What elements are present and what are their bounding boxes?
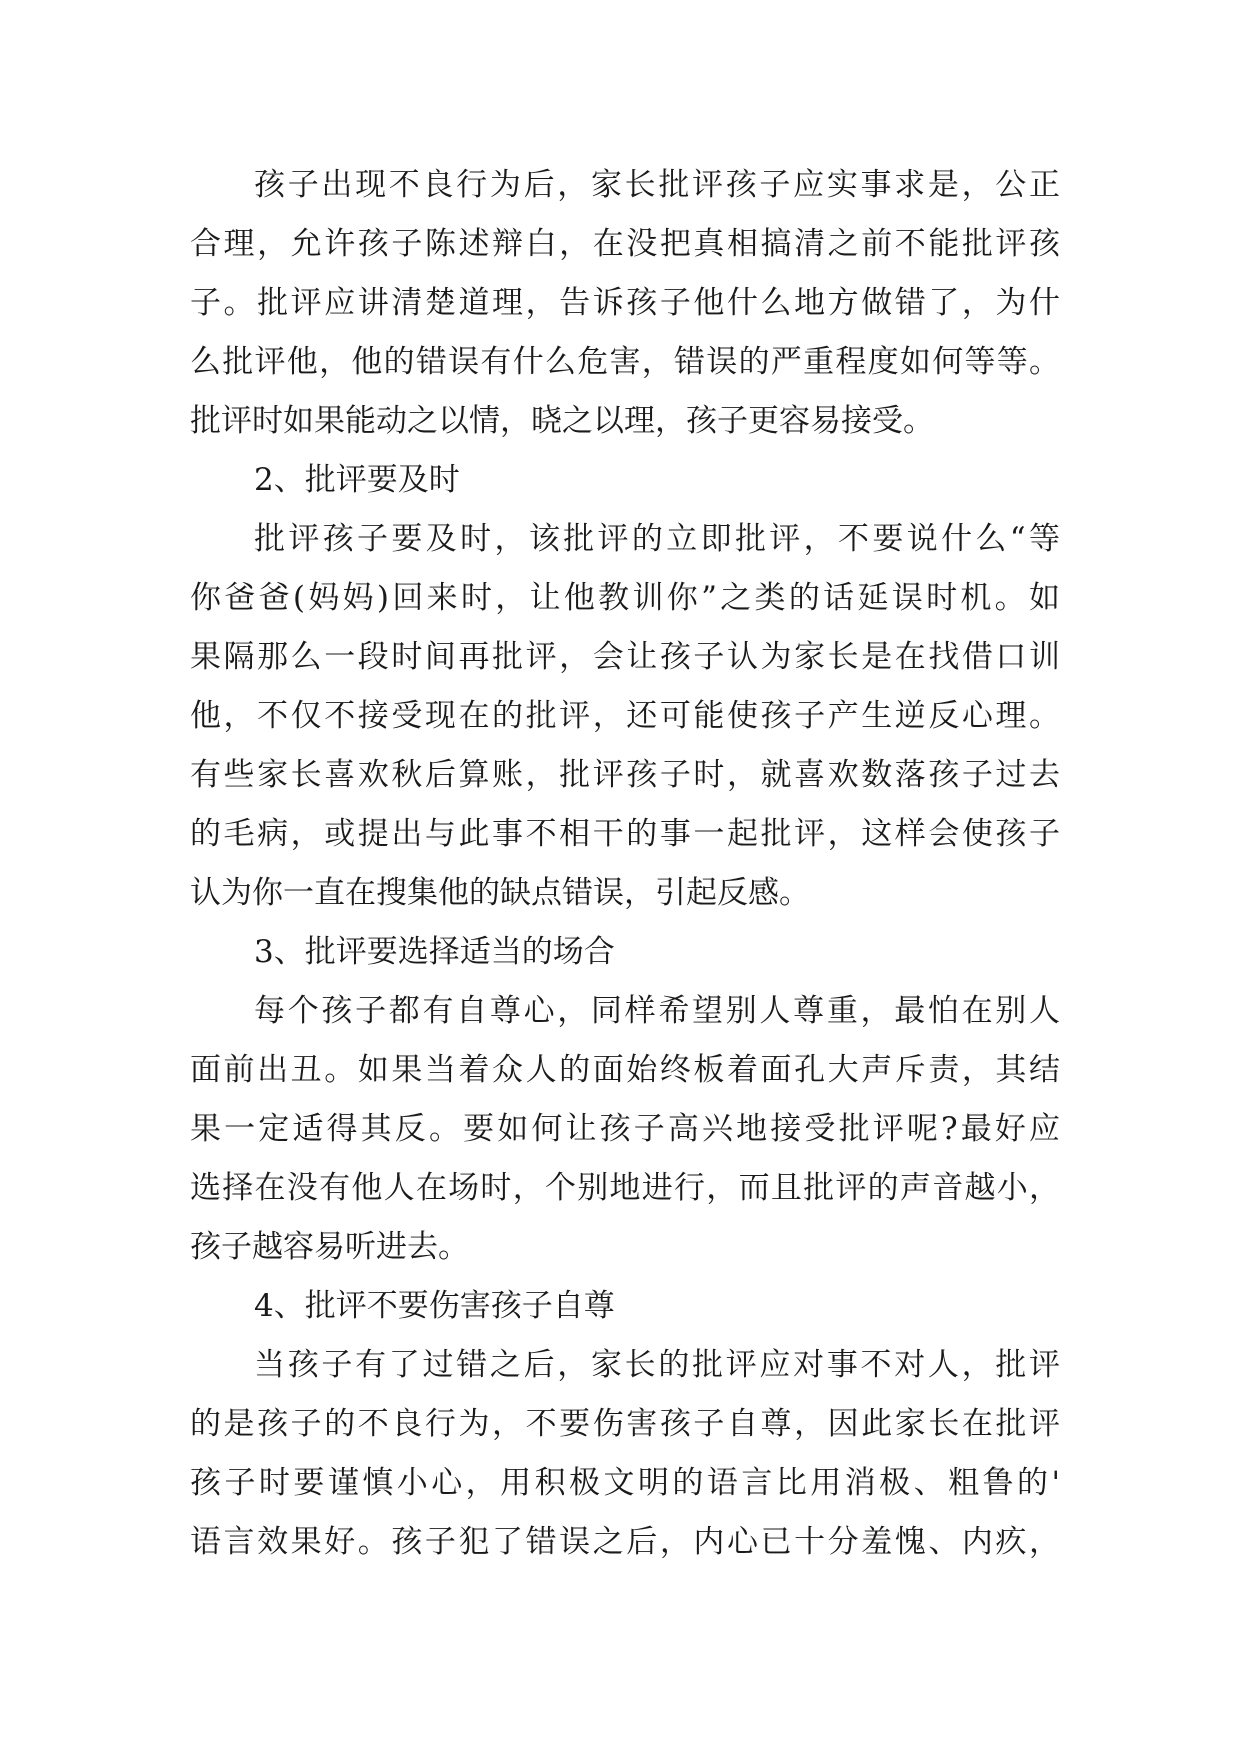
section-heading-3: 3、批评要选择适当的场合 (254, 934, 615, 970)
text-line: 面前出丑。如果当着众人的面始终板着面孔大声斥责，其结 (190, 1052, 1060, 1088)
text-line: 孩子出现不良行为后，家长批评孩子应实事求是，公正 (254, 167, 1060, 203)
text-line: 有些家长喜欢秋后算账，批评孩子时，就喜欢数落孩子过去 (190, 757, 1060, 793)
text-line: 果隔那么一段时间再批评，会让孩子认为家长是在找借口训 (190, 639, 1060, 675)
text-line: 他，不仅不接受现在的批评，还可能使孩子产生逆反心理。 (190, 698, 1060, 734)
text-line: 批评孩子要及时，该批评的立即批评，不要说什么“等 (254, 521, 1060, 557)
text-line: 孩子越容易听进去。 (190, 1229, 469, 1265)
text-line: 的是孩子的不良行为，不要伤害孩子自尊，因此家长在批评 (190, 1406, 1060, 1442)
text-line: 果一定适得其反。要如何让孩子高兴地接受批评呢?最好应 (190, 1111, 1060, 1147)
text-line: 批评时如果能动之以情，晓之以理，孩子更容易接受。 (190, 403, 934, 439)
section-heading-2: 2、批评要及时 (254, 462, 460, 498)
text-line: 合理，允许孩子陈述辩白，在没把真相搞清之前不能批评孩 (190, 226, 1060, 262)
text-line: 认为你一直在搜集他的缺点错误，引起反感。 (190, 875, 810, 911)
text-line: 孩子时要谨慎小心，用积极文明的语言比用消极、粗鲁的' (190, 1465, 1060, 1501)
text-line: 每个孩子都有自尊心，同样希望别人尊重，最怕在别人 (254, 993, 1060, 1029)
text-line: 选择在没有他人在场时，个别地进行，而且批评的声音越小， (190, 1170, 1060, 1206)
text-line: 语言效果好。孩子犯了错误之后，内心已十分羞愧、内疚， (190, 1524, 1060, 1560)
text-line: 你爸爸(妈妈)回来时，让他教训你”之类的话延误时机。如 (190, 580, 1060, 616)
section-heading-4: 4、批评不要伤害孩子自尊 (254, 1288, 615, 1324)
text-line: 么批评他，他的错误有什么危害，错误的严重程度如何等等。 (190, 344, 1060, 380)
text-line: 的毛病，或提出与此事不相干的事一起批评，这样会使孩子 (190, 816, 1060, 852)
text-line: 当孩子有了过错之后，家长的批评应对事不对人，批评 (254, 1347, 1060, 1383)
text-line: 子。批评应讲清楚道理，告诉孩子他什么地方做错了，为什 (190, 285, 1060, 321)
